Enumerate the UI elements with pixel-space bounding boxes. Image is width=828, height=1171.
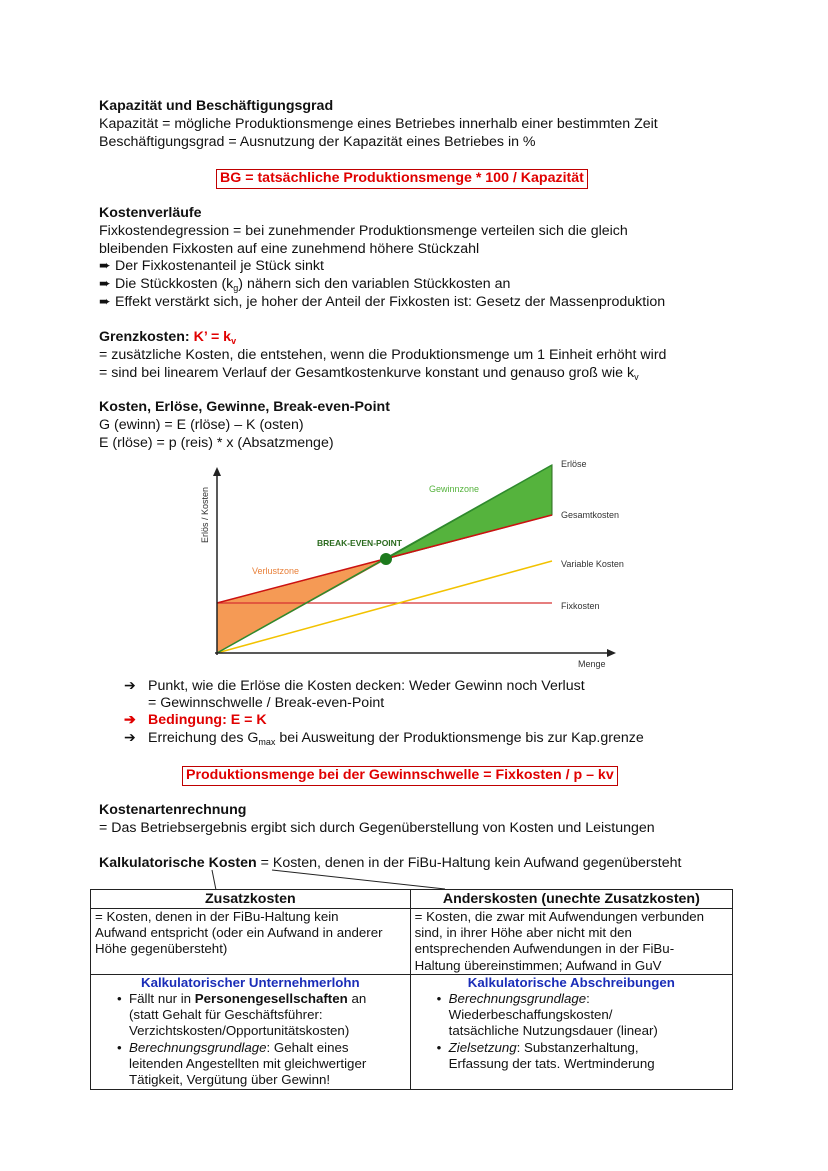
heading-text: Kalkulatorische Kosten bbox=[99, 855, 257, 871]
item-text: Tätigkeit, Vergütung über Gewinn! bbox=[129, 1072, 331, 1088]
text-fixkostendegression-2: bleibenden Fixkosten auf eine zunehmend höhere Stückzahl bbox=[99, 241, 480, 257]
list-item bbox=[95, 991, 406, 1040]
table-head-zusatzkosten: Zusatzkosten bbox=[91, 890, 411, 909]
line-text: = sind bei linearem Verlauf der Gesamtkostenkurve konstant und genauso groß wie k bbox=[99, 365, 635, 381]
label-gesamtkosten: Gesamtkosten bbox=[561, 510, 620, 520]
table-head-anderskosten: Anderskosten (unechte Zusatzkosten) bbox=[410, 890, 732, 909]
formula-bg: BG = tatsächliche Produktionsmenge * 100 / Kapazität bbox=[216, 169, 588, 189]
section-title-kapazitaet: Kapazität und Beschäftigungsgrad bbox=[99, 98, 334, 114]
cell-line: sind, in ihrer Höhe aber nicht mit den bbox=[414, 925, 632, 941]
ylabel: Erlös / Kosten bbox=[200, 486, 210, 544]
table-cell-abschreibungen bbox=[410, 974, 732, 1089]
bullet-text: ) nähern sich den variablen Stückkosten an bbox=[238, 276, 511, 292]
bullet-gmax bbox=[124, 730, 644, 748]
subheading-abschreibungen: Kalkulatorische Abschreibungen bbox=[467, 974, 675, 990]
bullet-massenproduktion bbox=[99, 294, 665, 312]
cell-line: entsprechenden Aufwendungen in der FiBu- bbox=[414, 941, 675, 957]
subscript: g bbox=[233, 283, 239, 293]
bullet-text: bei Ausweitung der Produktionsmenge bis zur Kap.grenze bbox=[275, 730, 644, 746]
item-text: leitenden Angestellten mit gleichwertiger bbox=[129, 1055, 367, 1071]
break-even-chart bbox=[190, 455, 630, 675]
arrow-icon: ➔ bbox=[124, 678, 136, 694]
item-text: : Substanzerhaltung, bbox=[516, 1039, 639, 1055]
item-text: : bbox=[586, 991, 590, 1007]
bullet-punkt bbox=[124, 678, 585, 696]
section-title-kostenverlaeufe: Kostenverläufe bbox=[99, 205, 202, 221]
label-variable-kosten: Variable Kosten bbox=[561, 559, 624, 569]
cell-line: = Kosten, die zwar mit Aufwendungen verbunden bbox=[414, 909, 705, 924]
arrow-icon: ➔ bbox=[124, 712, 136, 728]
arrow-icon: ➨ bbox=[99, 258, 111, 274]
item-text: Fällt nur in bbox=[129, 991, 195, 1007]
xlabel: Menge bbox=[578, 659, 606, 669]
bullet-text: Erreichung des G bbox=[148, 730, 259, 746]
y-axis-arrowhead bbox=[213, 467, 221, 476]
kalkulatorische-kosten-table bbox=[90, 889, 733, 1090]
section-title-kostenartenrechnung: Kostenartenrechnung bbox=[99, 802, 247, 818]
section-title-grenzkosten bbox=[99, 329, 236, 347]
bullet-icon: • bbox=[436, 991, 442, 1007]
cell-line: Höhe gegenübersteht) bbox=[95, 941, 228, 957]
table-cell-unternehmerlohn bbox=[91, 974, 411, 1089]
table-def-anderskosten bbox=[410, 909, 732, 975]
list-item bbox=[415, 1040, 728, 1072]
bullet-icon: • bbox=[117, 1039, 122, 1055]
text-kostenartenrechnung-def: = Das Betriebsergebnis ergibt sich durch Gegenüberstellung von Kosten und Leistungen bbox=[99, 820, 655, 836]
item-text: Verzichtskosten/Opportunitätskosten) bbox=[129, 1023, 350, 1039]
text-bg-def: Beschäftigungsgrad = Ausnutzung der Kapazität eines Betriebes in % bbox=[99, 134, 536, 150]
cell-line: Haltung übereinstimmen; Aufwand in GuV bbox=[414, 957, 662, 973]
bullet-stueckkosten bbox=[99, 276, 510, 294]
bullet-fixkostenanteil bbox=[99, 258, 324, 276]
subheading-unternehmerlohn: Kalkulatorischer Unternehmerlohn bbox=[140, 974, 360, 990]
item-text: Erfassung der tats. Wertminderung bbox=[448, 1055, 655, 1071]
label-fixkosten: Fixkosten bbox=[561, 601, 600, 611]
text-grenzkosten-def: = zusätzliche Kosten, die entstehen, wenn die Produktionsmenge um 1 Einheit erhöht wird bbox=[99, 347, 667, 363]
label-verlustzone: Verlustzone bbox=[252, 566, 300, 576]
section-title-break-even: Kosten, Erlöse, Gewinne, Break-even-Point bbox=[99, 399, 390, 415]
item-text: an bbox=[347, 991, 367, 1007]
label-gewinnzone: Gewinnzone bbox=[429, 484, 480, 494]
bullet-icon: • bbox=[117, 991, 122, 1007]
subscript: v bbox=[231, 336, 237, 346]
bullet-icon: • bbox=[436, 1039, 442, 1055]
label-erloese: Erlöse bbox=[561, 459, 587, 469]
arrow-icon: ➔ bbox=[124, 730, 136, 746]
subscript: v bbox=[634, 372, 639, 382]
table-def-zusatzkosten bbox=[91, 909, 411, 975]
bullet-text: Effekt verstärkt sich, je hoher der Anteil der Fixkosten ist: Gesetz der Massenproduktion bbox=[115, 294, 666, 310]
item-text: (statt Gehalt für Geschäftsführer: bbox=[129, 1007, 323, 1023]
text-kapazitaet-def: Kapazität = mögliche Produktionsmenge eines Betriebes innerhalb einer bestimmten Zeit bbox=[99, 116, 658, 132]
bullet-text: Punkt, wie die Erlöse die Kosten decken: Weder Gewinn noch Verlust bbox=[148, 678, 585, 694]
x-axis-arrowhead bbox=[607, 649, 616, 657]
cell-line: = Kosten, denen in der FiBu-Haltung kein bbox=[95, 909, 339, 924]
item-text-italic: Zielsetzung bbox=[448, 1039, 517, 1055]
item-text: : Gehalt eines bbox=[266, 1039, 349, 1055]
description-text: = Kosten, denen in der FiBu-Haltung kein Aufwand gegenübersteht bbox=[256, 855, 682, 871]
arrow-icon: ➨ bbox=[99, 294, 111, 310]
bullet-bedingung bbox=[124, 712, 267, 730]
bullet-text: Der Fixkostenanteil je Stück sinkt bbox=[115, 258, 324, 274]
list-item bbox=[95, 1040, 406, 1089]
item-text-bold: Personengesellschaften bbox=[194, 991, 348, 1007]
heading-text: Grenzkosten: bbox=[99, 329, 194, 345]
formula-gewinnschwelle: Produktionsmenge bei der Gewinnschwelle = Fixkosten / p – kv bbox=[182, 766, 618, 786]
arrow-icon: ➨ bbox=[99, 276, 111, 292]
text-gewinn-formel: G (ewinn) = E (rlöse) – K (osten) bbox=[99, 417, 304, 433]
item-text: tatsächliche Nutzungsdauer (linear) bbox=[448, 1023, 658, 1039]
item-text: Wiederbeschaffungskosten/ bbox=[448, 1007, 613, 1023]
item-text-italic: Berechnungsgrundlage bbox=[129, 1039, 267, 1055]
formula-grenzkosten: K’ = k bbox=[193, 329, 232, 345]
text-fixkostendegression-1: Fixkostendegression = bei zunehmender Produktionsmenge verteilen sich die gleich bbox=[99, 223, 628, 239]
subscript: max bbox=[258, 737, 276, 747]
break-even-point bbox=[380, 553, 392, 565]
text-grenzkosten-linear bbox=[99, 365, 639, 383]
cell-line: Aufwand entspricht (oder ein Aufwand in anderer bbox=[95, 925, 383, 941]
bullet-text: Die Stückkosten (k bbox=[115, 276, 234, 292]
text-gewinnschwelle: = Gewinnschwelle / Break-even-Point bbox=[148, 695, 385, 711]
list-item bbox=[415, 991, 728, 1040]
bullet-text: Bedingung: E = K bbox=[148, 712, 267, 728]
label-break-even: BREAK-EVEN-POINT bbox=[317, 538, 403, 548]
item-text-italic: Berechnungsgrundlage bbox=[448, 991, 587, 1007]
text-erloes-formel: E (rlöse) = p (reis) * x (Absatzmenge) bbox=[99, 435, 334, 451]
